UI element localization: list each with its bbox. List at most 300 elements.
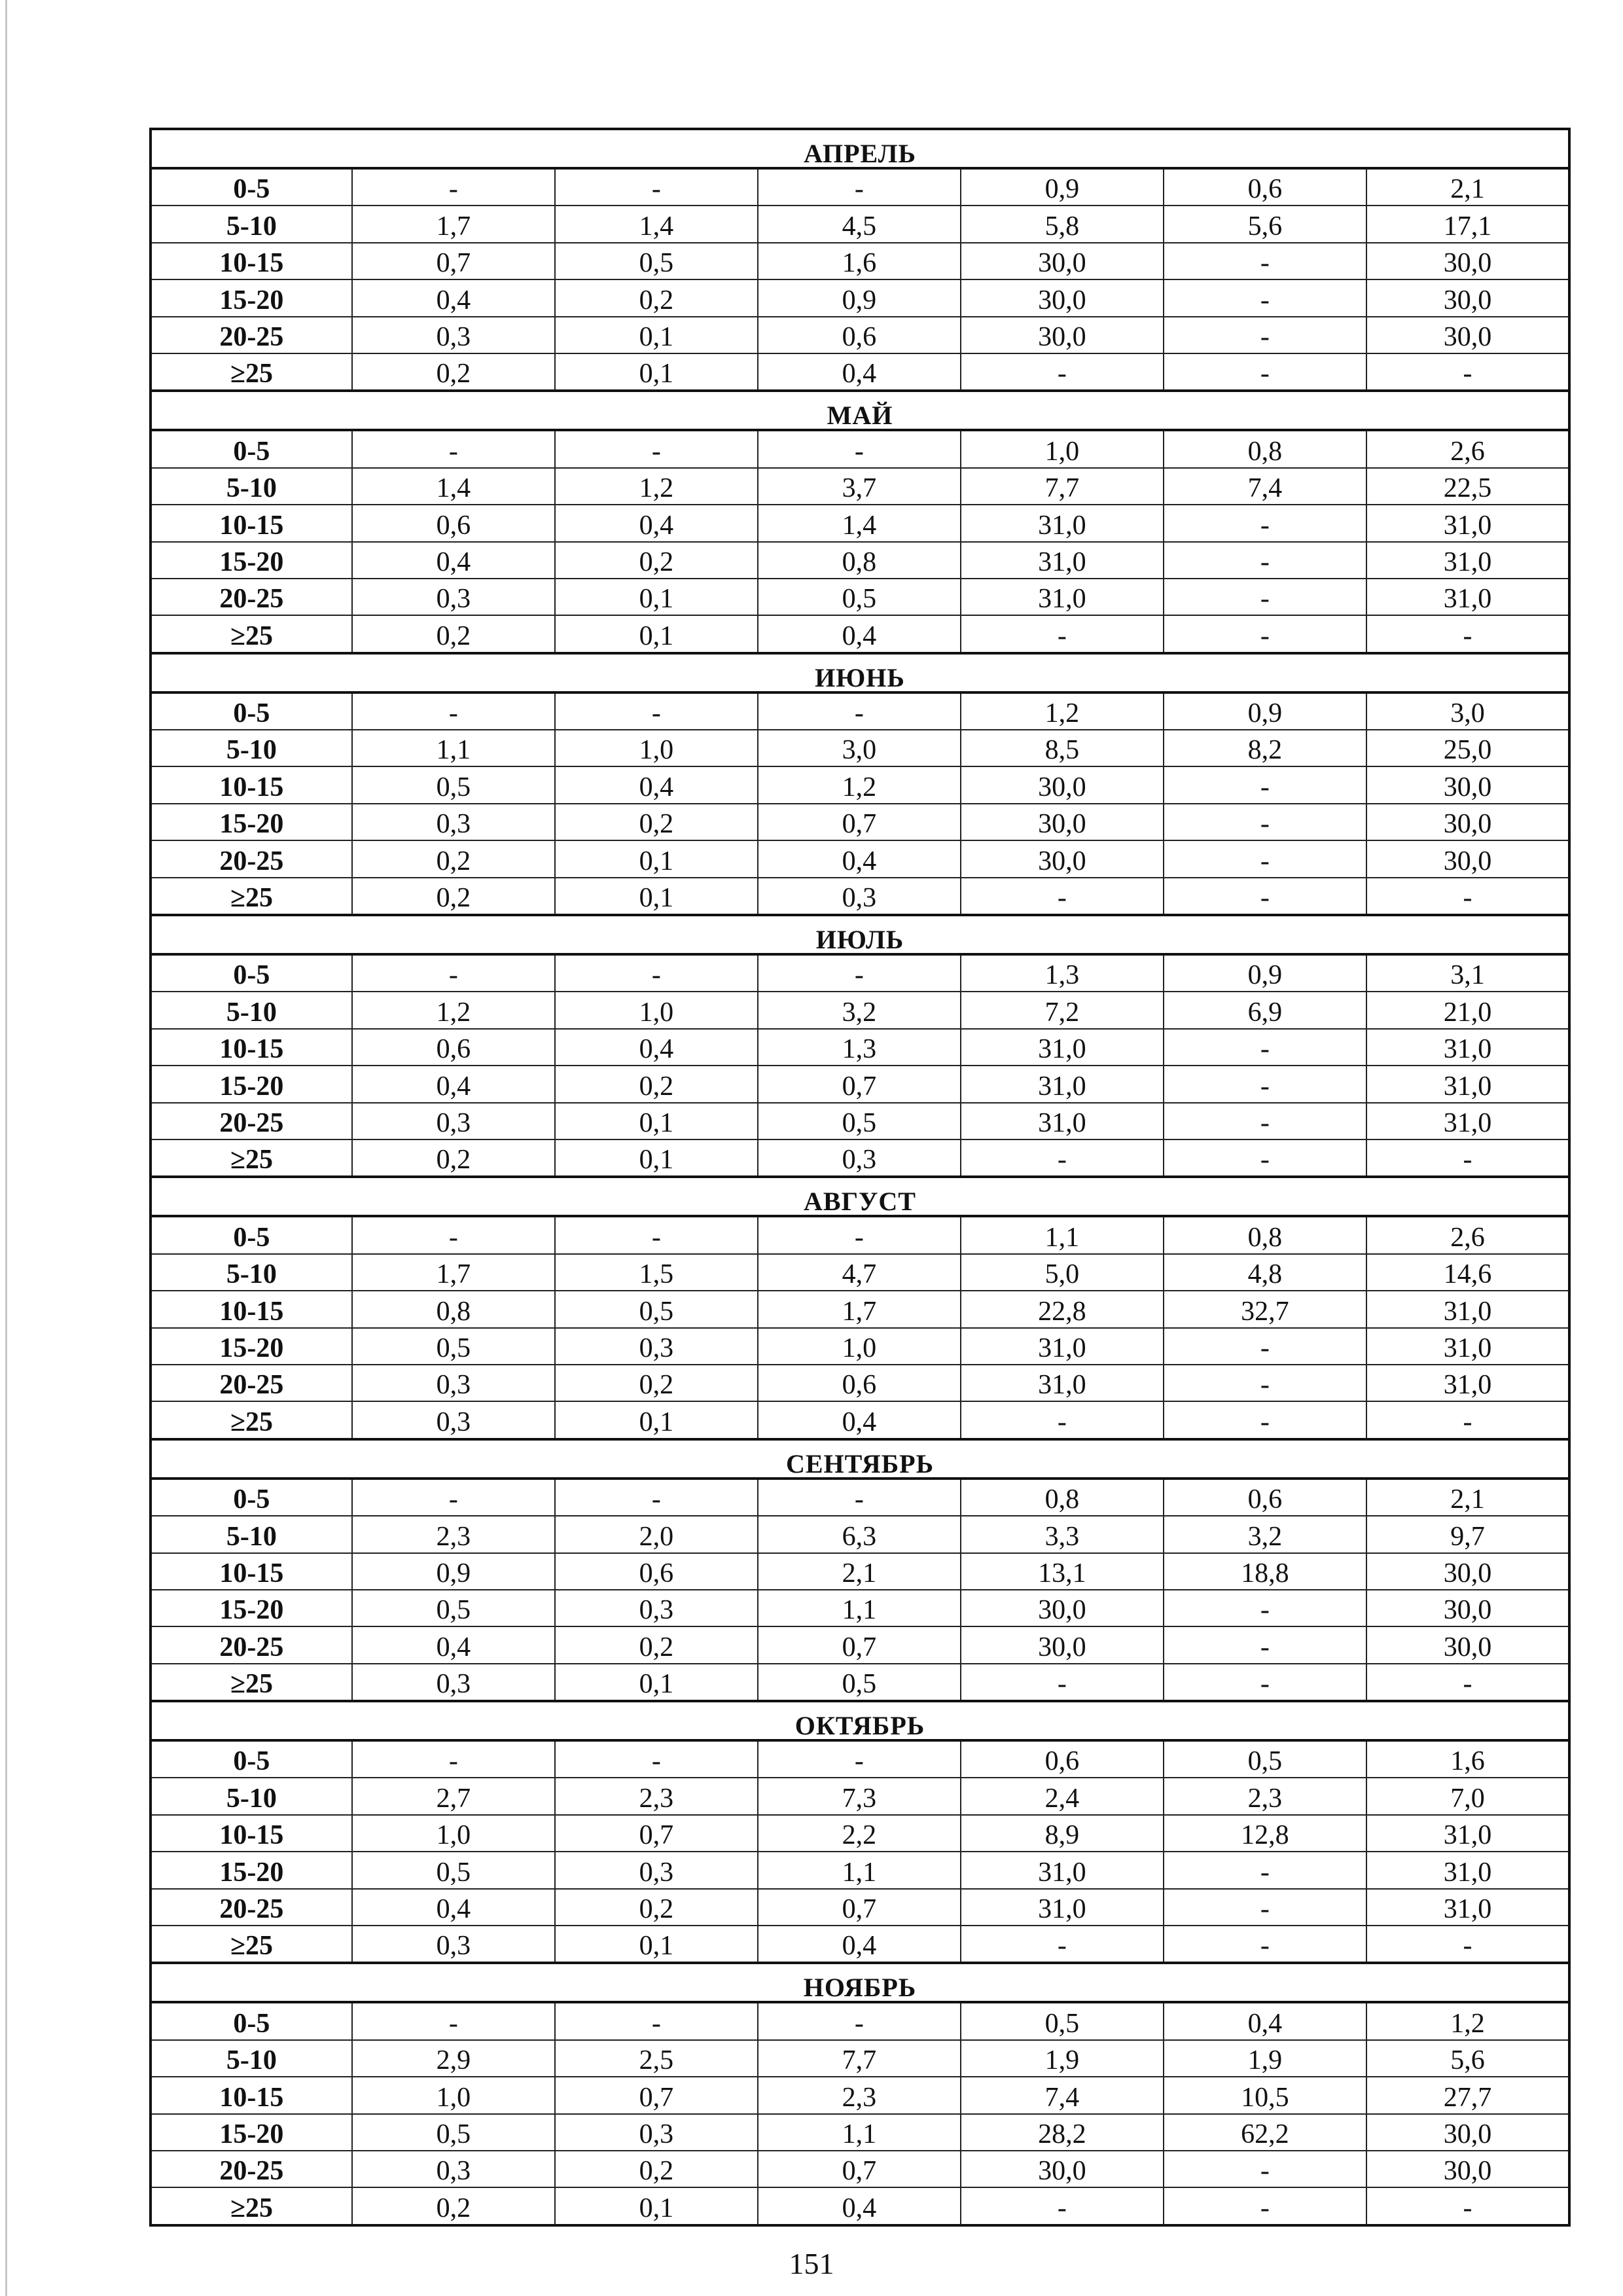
value-cell: - bbox=[1164, 1926, 1366, 1963]
value-cell: - bbox=[961, 1926, 1164, 1963]
range-label: 5-10 bbox=[151, 1778, 352, 1814]
month-title: ОКТЯБРЬ bbox=[151, 1701, 1569, 1740]
value-cell: - bbox=[352, 954, 555, 992]
value-cell: 0,5 bbox=[961, 2002, 1164, 2039]
value-cell: 0,8 bbox=[961, 1479, 1164, 1516]
value-cell: - bbox=[555, 1740, 758, 1778]
range-label: 20-25 bbox=[151, 579, 352, 615]
value-cell: 1,4 bbox=[555, 206, 758, 242]
value-cell: - bbox=[1164, 1590, 1366, 1626]
value-cell: - bbox=[961, 1664, 1164, 1701]
value-cell: 0,1 bbox=[555, 878, 758, 915]
value-cell: - bbox=[352, 1479, 555, 1516]
value-cell: - bbox=[961, 1401, 1164, 1439]
value-cell: 0,2 bbox=[555, 804, 758, 840]
value-cell: - bbox=[758, 954, 961, 992]
value-cell: 31,0 bbox=[1366, 1328, 1569, 1365]
range-label: ≥25 bbox=[151, 1401, 352, 1439]
table-row bbox=[151, 1401, 1569, 1439]
value-cell: 3,3 bbox=[961, 1516, 1164, 1552]
value-cell: - bbox=[352, 430, 555, 467]
value-cell: 2,5 bbox=[555, 2040, 758, 2077]
value-cell: 3,1 bbox=[1366, 954, 1569, 992]
value-cell: 25,0 bbox=[1366, 730, 1569, 766]
value-cell: 0,2 bbox=[352, 615, 555, 653]
value-cell: 0,9 bbox=[961, 168, 1164, 206]
value-cell: 31,0 bbox=[961, 1365, 1164, 1401]
value-cell: 31,0 bbox=[1366, 1029, 1569, 1066]
value-cell: 0,4 bbox=[352, 1626, 555, 1663]
table-row bbox=[151, 430, 1569, 467]
value-cell: 30,0 bbox=[961, 1590, 1164, 1626]
range-label: 5-10 bbox=[151, 2040, 352, 2077]
value-cell: - bbox=[1164, 1066, 1366, 1102]
value-cell: 0,6 bbox=[1164, 168, 1366, 206]
value-cell: 21,0 bbox=[1366, 992, 1569, 1028]
monthly-data-table bbox=[149, 128, 1571, 2227]
month-title: АВГУСТ bbox=[151, 1177, 1569, 1216]
value-cell: 9,7 bbox=[1366, 1516, 1569, 1552]
range-label: 10-15 bbox=[151, 505, 352, 541]
value-cell: 0,1 bbox=[555, 2187, 758, 2225]
value-cell: 31,0 bbox=[1366, 542, 1569, 579]
range-label: 5-10 bbox=[151, 730, 352, 766]
table-row bbox=[151, 579, 1569, 615]
value-cell: 30,0 bbox=[961, 2151, 1164, 2187]
range-label: 0-5 bbox=[151, 168, 352, 206]
table-row bbox=[151, 804, 1569, 840]
value-cell: - bbox=[961, 878, 1164, 915]
month-title: АПРЕЛЬ bbox=[151, 129, 1569, 168]
value-cell: 31,0 bbox=[1366, 1066, 1569, 1102]
value-cell: - bbox=[555, 954, 758, 992]
value-cell: 1,0 bbox=[352, 1815, 555, 1852]
table-row bbox=[151, 2187, 1569, 2225]
value-cell: 30,0 bbox=[961, 317, 1164, 353]
value-cell: 0,2 bbox=[352, 2187, 555, 2225]
range-label: 20-25 bbox=[151, 1103, 352, 1139]
value-cell: 0,5 bbox=[352, 1852, 555, 1888]
value-cell: 0,3 bbox=[352, 317, 555, 353]
value-cell: 1,2 bbox=[758, 766, 961, 803]
month-header-row bbox=[151, 915, 1569, 954]
month-title: ИЮЛЬ bbox=[151, 915, 1569, 954]
value-cell: 0,2 bbox=[352, 353, 555, 391]
value-cell: 0,8 bbox=[352, 1291, 555, 1327]
value-cell: 31,0 bbox=[1366, 1852, 1569, 1888]
value-cell: 0,1 bbox=[555, 1401, 758, 1439]
value-cell: 27,7 bbox=[1366, 2077, 1569, 2113]
range-label: 5-10 bbox=[151, 468, 352, 505]
value-cell: 1,1 bbox=[758, 1590, 961, 1626]
value-cell: 0,6 bbox=[555, 1553, 758, 1590]
value-cell: - bbox=[961, 615, 1164, 653]
value-cell: 1,6 bbox=[1366, 1740, 1569, 1778]
value-cell: 0,9 bbox=[1164, 954, 1366, 992]
value-cell: 30,0 bbox=[961, 840, 1164, 877]
value-cell: - bbox=[352, 2002, 555, 2039]
value-cell: - bbox=[1164, 505, 1366, 541]
range-label: 15-20 bbox=[151, 279, 352, 316]
value-cell: 0,9 bbox=[352, 1553, 555, 1590]
value-cell: 31,0 bbox=[961, 1328, 1164, 1365]
range-label: 10-15 bbox=[151, 2077, 352, 2113]
value-cell: 0,3 bbox=[352, 1664, 555, 1701]
month-title: НОЯБРЬ bbox=[151, 1963, 1569, 2002]
value-cell: 0,5 bbox=[758, 1103, 961, 1139]
value-cell: 5,8 bbox=[961, 206, 1164, 242]
value-cell: - bbox=[1164, 279, 1366, 316]
value-cell: 0,4 bbox=[758, 353, 961, 391]
value-cell: - bbox=[1164, 1889, 1366, 1926]
table-row bbox=[151, 1139, 1569, 1177]
value-cell: 0,2 bbox=[352, 1139, 555, 1177]
value-cell: 0,5 bbox=[352, 1328, 555, 1365]
range-label: ≥25 bbox=[151, 1139, 352, 1177]
value-cell: 0,4 bbox=[555, 1029, 758, 1066]
range-label: ≥25 bbox=[151, 2187, 352, 2225]
range-label: 10-15 bbox=[151, 1553, 352, 1590]
value-cell: 0,3 bbox=[758, 878, 961, 915]
value-cell: 3,0 bbox=[758, 730, 961, 766]
table-row bbox=[151, 505, 1569, 541]
value-cell: 5,0 bbox=[961, 1254, 1164, 1291]
value-cell: 1,4 bbox=[758, 505, 961, 541]
value-cell: - bbox=[1366, 2187, 1569, 2225]
value-cell: 0,7 bbox=[555, 2077, 758, 2113]
value-cell: 2,9 bbox=[352, 2040, 555, 2077]
value-cell: - bbox=[555, 692, 758, 730]
table-row bbox=[151, 1664, 1569, 1701]
value-cell: 22,5 bbox=[1366, 468, 1569, 505]
value-cell: 0,6 bbox=[352, 505, 555, 541]
table-row bbox=[151, 2040, 1569, 2077]
range-label: ≥25 bbox=[151, 353, 352, 391]
value-cell: 0,3 bbox=[555, 2114, 758, 2151]
value-cell: 0,1 bbox=[555, 1926, 758, 1963]
value-cell: 31,0 bbox=[961, 1066, 1164, 1102]
value-cell: - bbox=[1164, 1029, 1366, 1066]
value-cell: 0,5 bbox=[555, 1291, 758, 1327]
range-label: ≥25 bbox=[151, 1926, 352, 1963]
value-cell: 0,4 bbox=[555, 505, 758, 541]
value-cell: 30,0 bbox=[1366, 1626, 1569, 1663]
value-cell: 0,5 bbox=[352, 1590, 555, 1626]
value-cell: 14,6 bbox=[1366, 1254, 1569, 1291]
month-header-row bbox=[151, 1701, 1569, 1740]
value-cell: 0,4 bbox=[352, 1889, 555, 1926]
range-label: 5-10 bbox=[151, 1516, 352, 1552]
value-cell: 0,2 bbox=[555, 1626, 758, 1663]
value-cell: 0,5 bbox=[352, 766, 555, 803]
value-cell: - bbox=[555, 2002, 758, 2039]
value-cell: 30,0 bbox=[1366, 2151, 1569, 2187]
value-cell: 0,6 bbox=[352, 1029, 555, 1066]
value-cell: 30,0 bbox=[1366, 279, 1569, 316]
value-cell: - bbox=[1164, 1664, 1366, 1701]
value-cell: 0,7 bbox=[758, 1626, 961, 1663]
value-cell: 5,6 bbox=[1366, 2040, 1569, 2077]
value-cell: 7,4 bbox=[961, 2077, 1164, 2113]
value-cell: 0,1 bbox=[555, 579, 758, 615]
range-label: 10-15 bbox=[151, 243, 352, 279]
value-cell: 1,0 bbox=[555, 992, 758, 1028]
value-cell: 0,2 bbox=[352, 878, 555, 915]
value-cell: 0,8 bbox=[758, 542, 961, 579]
value-cell: 0,5 bbox=[555, 243, 758, 279]
range-label: 20-25 bbox=[151, 840, 352, 877]
value-cell: - bbox=[1164, 804, 1366, 840]
month-title: ИЮНЬ bbox=[151, 653, 1569, 692]
range-label: 0-5 bbox=[151, 430, 352, 467]
range-label: 0-5 bbox=[151, 1740, 352, 1778]
range-label: 5-10 bbox=[151, 1254, 352, 1291]
value-cell: - bbox=[961, 2187, 1164, 2225]
value-cell: 31,0 bbox=[961, 1852, 1164, 1888]
value-cell: 1,0 bbox=[961, 430, 1164, 467]
value-cell: 2,7 bbox=[352, 1778, 555, 1814]
value-cell: 0,9 bbox=[1164, 692, 1366, 730]
value-cell: 0,4 bbox=[758, 615, 961, 653]
value-cell: 0,2 bbox=[352, 840, 555, 877]
value-cell: 1,2 bbox=[1366, 2002, 1569, 2039]
table-row bbox=[151, 878, 1569, 915]
value-cell: - bbox=[1164, 1401, 1366, 1439]
table-row bbox=[151, 2114, 1569, 2151]
value-cell: 22,8 bbox=[961, 1291, 1164, 1327]
table-row bbox=[151, 243, 1569, 279]
value-cell: - bbox=[352, 692, 555, 730]
value-cell: 0,4 bbox=[758, 1401, 961, 1439]
range-label: 10-15 bbox=[151, 766, 352, 803]
value-cell: 1,0 bbox=[555, 730, 758, 766]
value-cell: 4,5 bbox=[758, 206, 961, 242]
value-cell: 0,7 bbox=[555, 1815, 758, 1852]
value-cell: - bbox=[1164, 2151, 1366, 2187]
value-cell: 2,0 bbox=[555, 1516, 758, 1552]
value-cell: 0,8 bbox=[1164, 1216, 1366, 1253]
value-cell: 2,1 bbox=[1366, 168, 1569, 206]
value-cell: 8,2 bbox=[1164, 730, 1366, 766]
value-cell: 0,5 bbox=[758, 579, 961, 615]
value-cell: 3,0 bbox=[1366, 692, 1569, 730]
value-cell: - bbox=[1366, 615, 1569, 653]
value-cell: 0,4 bbox=[1164, 2002, 1366, 2039]
value-cell: 28,2 bbox=[961, 2114, 1164, 2151]
table-row bbox=[151, 1254, 1569, 1291]
value-cell: 0,7 bbox=[352, 243, 555, 279]
value-cell: 0,3 bbox=[555, 1328, 758, 1365]
table-row bbox=[151, 692, 1569, 730]
scan-edge-line bbox=[5, 0, 7, 2296]
value-cell: 31,0 bbox=[1366, 1365, 1569, 1401]
table-row bbox=[151, 279, 1569, 316]
value-cell: 0,1 bbox=[555, 1664, 758, 1701]
value-cell: 0,9 bbox=[758, 279, 961, 316]
value-cell: - bbox=[1366, 1664, 1569, 1701]
value-cell: - bbox=[758, 1479, 961, 1516]
table-row bbox=[151, 1626, 1569, 1663]
value-cell: 7,2 bbox=[961, 992, 1164, 1028]
value-cell: 7,7 bbox=[961, 468, 1164, 505]
table-row bbox=[151, 1479, 1569, 1516]
value-cell: 1,6 bbox=[758, 243, 961, 279]
value-cell: 1,7 bbox=[352, 206, 555, 242]
value-cell: 0,1 bbox=[555, 317, 758, 353]
table-row bbox=[151, 317, 1569, 353]
value-cell: 2,3 bbox=[352, 1516, 555, 1552]
value-cell: - bbox=[555, 430, 758, 467]
range-label: 5-10 bbox=[151, 992, 352, 1028]
value-cell: 1,1 bbox=[352, 730, 555, 766]
value-cell: 1,2 bbox=[352, 992, 555, 1028]
value-cell: 1,9 bbox=[1164, 2040, 1366, 2077]
value-cell: 0,7 bbox=[758, 2151, 961, 2187]
value-cell: 2,3 bbox=[1164, 1778, 1366, 1814]
value-cell: 3,2 bbox=[1164, 1516, 1366, 1552]
value-cell: 30,0 bbox=[961, 766, 1164, 803]
value-cell: 1,0 bbox=[758, 1328, 961, 1365]
value-cell: 30,0 bbox=[961, 804, 1164, 840]
value-cell: 6,3 bbox=[758, 1516, 961, 1552]
table-row bbox=[151, 1889, 1569, 1926]
value-cell: 0,2 bbox=[555, 2151, 758, 2187]
table-row bbox=[151, 1778, 1569, 1814]
value-cell: 1,2 bbox=[961, 692, 1164, 730]
table-row bbox=[151, 1926, 1569, 1963]
value-cell: - bbox=[1164, 243, 1366, 279]
value-cell: 0,1 bbox=[555, 353, 758, 391]
value-cell: 0,7 bbox=[758, 1066, 961, 1102]
range-label: 20-25 bbox=[151, 2151, 352, 2187]
range-label: 15-20 bbox=[151, 2114, 352, 2151]
value-cell: 0,5 bbox=[1164, 1740, 1366, 1778]
value-cell: 0,5 bbox=[758, 1664, 961, 1701]
value-cell: 2,1 bbox=[1366, 1479, 1569, 1516]
table-row bbox=[151, 954, 1569, 992]
range-label: 20-25 bbox=[151, 1365, 352, 1401]
value-cell: - bbox=[758, 2002, 961, 2039]
value-cell: 0,4 bbox=[352, 542, 555, 579]
value-cell: 3,2 bbox=[758, 992, 961, 1028]
table-row bbox=[151, 1815, 1569, 1852]
table-row bbox=[151, 1216, 1569, 1253]
value-cell: 8,5 bbox=[961, 730, 1164, 766]
value-cell: 18,8 bbox=[1164, 1553, 1366, 1590]
value-cell: - bbox=[1366, 1401, 1569, 1439]
range-label: 10-15 bbox=[151, 1029, 352, 1066]
table-row bbox=[151, 1590, 1569, 1626]
month-header-row bbox=[151, 1177, 1569, 1216]
range-label: 15-20 bbox=[151, 542, 352, 579]
value-cell: 30,0 bbox=[961, 279, 1164, 316]
value-cell: 0,7 bbox=[758, 804, 961, 840]
month-header-row bbox=[151, 129, 1569, 168]
value-cell: 0,3 bbox=[555, 1852, 758, 1888]
value-cell: - bbox=[1164, 317, 1366, 353]
monthly-data-table-container bbox=[149, 128, 1571, 2227]
value-cell: 0,6 bbox=[1164, 1479, 1366, 1516]
value-cell: - bbox=[1164, 542, 1366, 579]
value-cell: 0,4 bbox=[555, 766, 758, 803]
value-cell: - bbox=[1164, 1365, 1366, 1401]
table-row bbox=[151, 542, 1569, 579]
table-row bbox=[151, 1029, 1569, 1066]
table-row bbox=[151, 615, 1569, 653]
value-cell: 4,8 bbox=[1164, 1254, 1366, 1291]
value-cell: 31,0 bbox=[1366, 1103, 1569, 1139]
value-cell: - bbox=[555, 1216, 758, 1253]
value-cell: 31,0 bbox=[961, 1029, 1164, 1066]
value-cell: 1,9 bbox=[961, 2040, 1164, 2077]
table-row bbox=[151, 468, 1569, 505]
value-cell: 0,2 bbox=[555, 542, 758, 579]
value-cell: 0,3 bbox=[352, 1926, 555, 1963]
range-label: 15-20 bbox=[151, 804, 352, 840]
value-cell: 0,6 bbox=[758, 317, 961, 353]
value-cell: 30,0 bbox=[1366, 804, 1569, 840]
value-cell: 2,1 bbox=[758, 1553, 961, 1590]
value-cell: - bbox=[758, 1216, 961, 1253]
range-label: 15-20 bbox=[151, 1852, 352, 1888]
value-cell: 30,0 bbox=[961, 243, 1164, 279]
value-cell: - bbox=[1164, 1852, 1366, 1888]
month-header-row bbox=[151, 1439, 1569, 1479]
value-cell: 2,3 bbox=[555, 1778, 758, 1814]
value-cell: - bbox=[1164, 1626, 1366, 1663]
value-cell: 31,0 bbox=[961, 1889, 1164, 1926]
value-cell: 31,0 bbox=[1366, 1815, 1569, 1852]
table-row bbox=[151, 1291, 1569, 1327]
value-cell: 0,3 bbox=[352, 579, 555, 615]
value-cell: 1,7 bbox=[352, 1254, 555, 1291]
range-label: 20-25 bbox=[151, 1626, 352, 1663]
value-cell: 31,0 bbox=[961, 579, 1164, 615]
value-cell: - bbox=[352, 168, 555, 206]
table-row bbox=[151, 168, 1569, 206]
table-body bbox=[151, 129, 1569, 2225]
value-cell: 0,4 bbox=[758, 2187, 961, 2225]
value-cell: 1,0 bbox=[352, 2077, 555, 2113]
range-label: 20-25 bbox=[151, 1889, 352, 1926]
table-row bbox=[151, 353, 1569, 391]
value-cell: 0,1 bbox=[555, 1103, 758, 1139]
value-cell: - bbox=[758, 168, 961, 206]
range-label: ≥25 bbox=[151, 1664, 352, 1701]
value-cell: 17,1 bbox=[1366, 206, 1569, 242]
value-cell: 0,3 bbox=[352, 1365, 555, 1401]
range-label: 5-10 bbox=[151, 206, 352, 242]
value-cell: - bbox=[1366, 1139, 1569, 1177]
table-row bbox=[151, 1852, 1569, 1888]
value-cell: - bbox=[961, 1139, 1164, 1177]
value-cell: 1,1 bbox=[961, 1216, 1164, 1253]
table-row bbox=[151, 1553, 1569, 1590]
value-cell: - bbox=[758, 1740, 961, 1778]
value-cell: 2,3 bbox=[758, 2077, 961, 2113]
value-cell: - bbox=[1164, 840, 1366, 877]
table-row bbox=[151, 2077, 1569, 2113]
value-cell: - bbox=[1164, 2187, 1366, 2225]
table-row bbox=[151, 992, 1569, 1028]
value-cell: - bbox=[1164, 615, 1366, 653]
range-label: 15-20 bbox=[151, 1328, 352, 1365]
value-cell: 1,4 bbox=[352, 468, 555, 505]
value-cell: - bbox=[352, 1740, 555, 1778]
value-cell: 1,2 bbox=[555, 468, 758, 505]
value-cell: - bbox=[758, 692, 961, 730]
value-cell: 0,6 bbox=[758, 1365, 961, 1401]
